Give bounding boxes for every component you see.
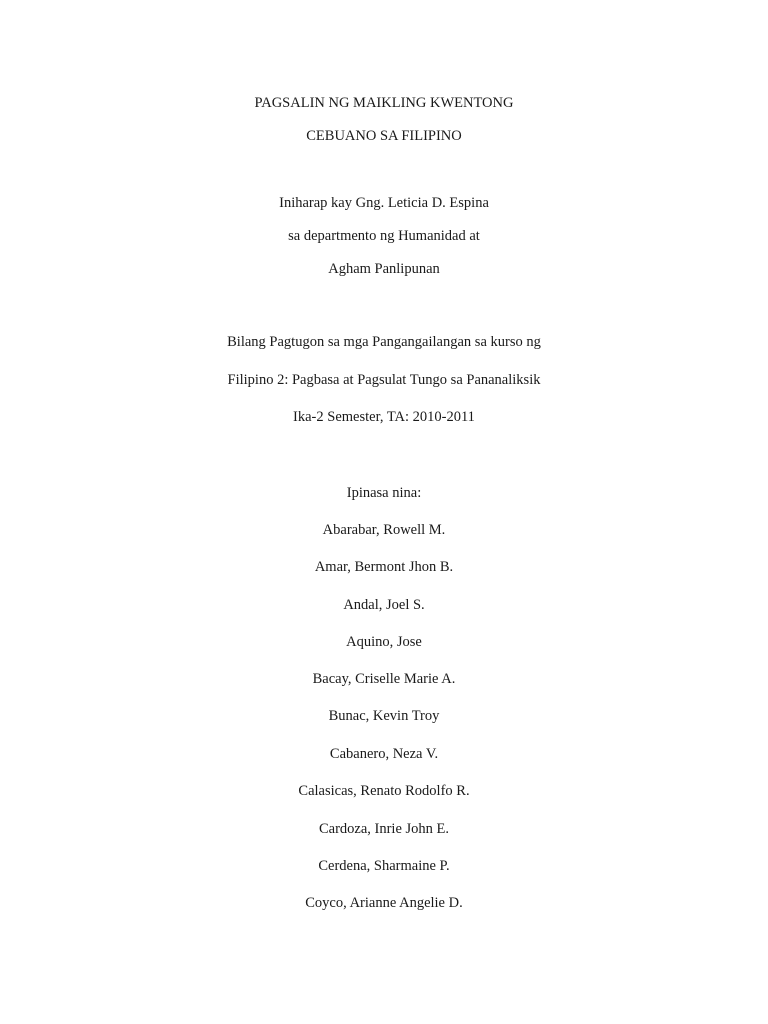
author-name: Calasicas, Renato Rodolfo R. <box>298 783 470 799</box>
author-name: Cerdena, Sharmaine P. <box>318 858 450 874</box>
presented-to-line-2: sa departmento ng Humanidad at <box>288 228 480 244</box>
author-name: Aquino, Jose <box>346 634 422 650</box>
title-line-1: PAGSALIN NG MAIKLING KWENTONG <box>254 95 514 111</box>
submitted-by-heading: Ipinasa nina: <box>346 485 422 501</box>
author-name: Abarabar, Rowell M. <box>322 522 446 538</box>
presented-to-line-3: Agham Panlipunan <box>328 261 440 277</box>
author-name: Bunac, Kevin Troy <box>328 708 440 724</box>
author-name: Cabanero, Neza V. <box>329 746 439 762</box>
requirement-line-3: Ika-2 Semester, TA: 2010-2011 <box>293 409 475 425</box>
presented-to-line-1: Iniharap kay Gng. Leticia D. Espina <box>279 195 489 211</box>
author-name: Coyco, Arianne Angelie D. <box>305 895 463 911</box>
author-name: Amar, Bermont Jhon B. <box>314 559 454 575</box>
requirement-line-1: Bilang Pagtugon sa mga Pangangailangan sa kurso ng <box>227 334 541 350</box>
requirement-line-2: Filipino 2: Pagbasa at Pagsulat Tungo sa Pananaliksik <box>227 372 541 388</box>
author-name: Andal, Joel S. <box>343 597 425 613</box>
author-name: Bacay, Criselle Marie A. <box>312 671 456 687</box>
title-line-2: CEBUANO SA FILIPINO <box>306 128 462 144</box>
author-name: Cardoza, Inrie John E. <box>318 821 450 837</box>
